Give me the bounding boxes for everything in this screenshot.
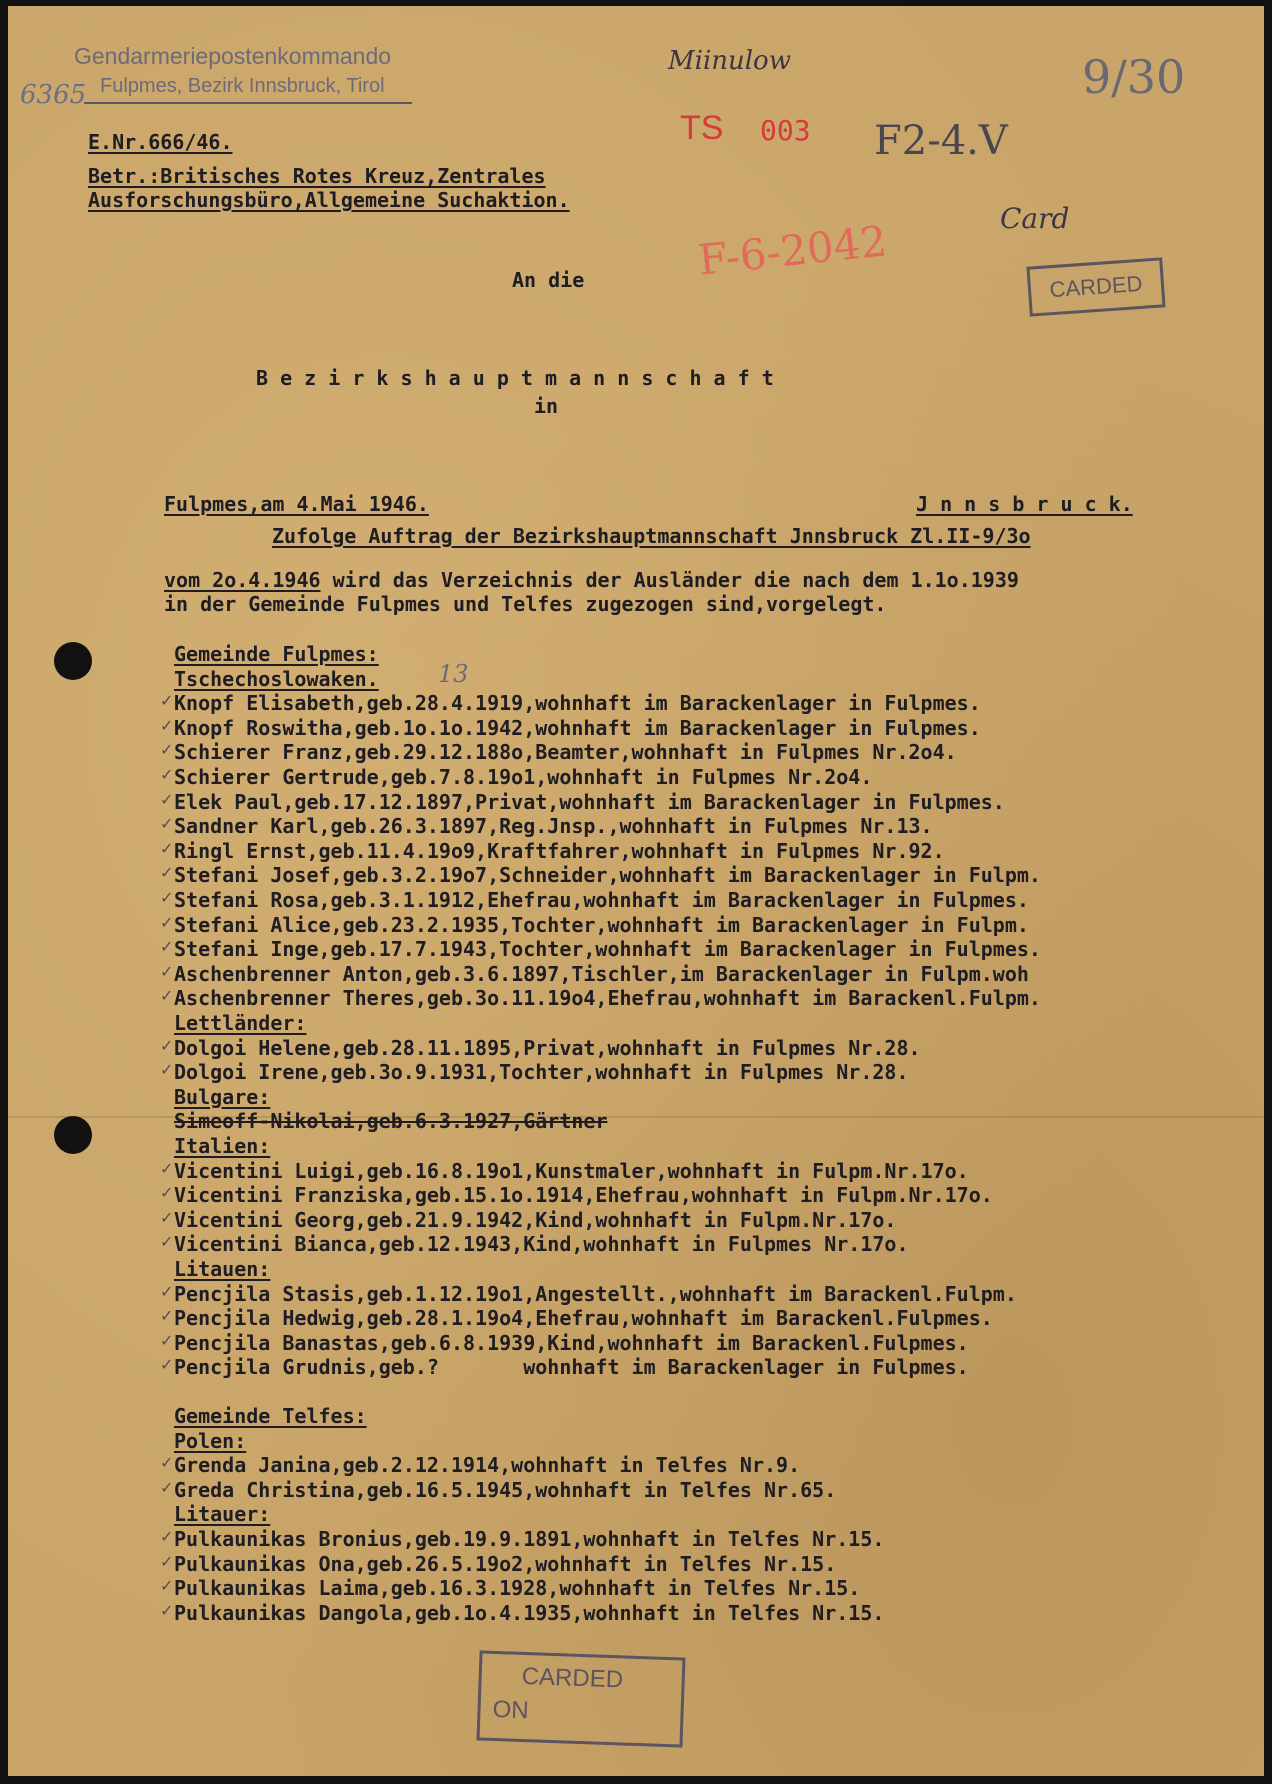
check-mark-icon: ✓ <box>160 1551 174 1571</box>
list-item <box>160 986 1041 1011</box>
list-item <box>160 937 1041 962</box>
list-item <box>160 1477 837 1502</box>
check-mark-icon: ✓ <box>160 1453 174 1473</box>
file-code-handwritten: F2-4.V <box>874 118 1008 164</box>
nationality-heading <box>174 1257 270 1281</box>
list-item-text: Bulgare: <box>174 1084 271 1109</box>
list-item-text: Greda Christina,geb.16.5.1945,wohnhaft in Telfes Nr.65. <box>174 1477 837 1502</box>
list-item <box>160 715 981 740</box>
check-mark-icon: ✓ <box>160 986 174 1006</box>
check-mark-icon: ✓ <box>160 1330 174 1350</box>
page-number-handwritten: 9/30 <box>1082 50 1186 104</box>
check-mark-icon: ✓ <box>160 1527 174 1546</box>
check-mark-icon: ✓ <box>160 961 174 981</box>
list-item <box>160 1576 861 1601</box>
list-item <box>160 1527 885 1551</box>
carded-on-stamp-line2: ON <box>492 1695 530 1725</box>
list-item <box>160 814 933 839</box>
body-line-3: in der Gemeinde Fulpmes und Telfes zugezogen sind,vorgelegt. <box>164 592 887 616</box>
list-item <box>160 1207 897 1232</box>
list-item <box>160 765 873 789</box>
list-item-text: Elek Paul,geb.17.12.1897,Privat,wohnhaft im Barackenlager in Fulpmes. <box>174 789 1005 814</box>
ts-stamp: TS <box>680 109 724 147</box>
check-mark-icon: ✓ <box>160 838 174 858</box>
red-file-code: F-6-2042 <box>695 216 890 285</box>
check-mark-icon: ✓ <box>160 1576 174 1596</box>
list-item-text: Pencjila Banastas,geb.6.8.1939,Kind,wohnhaft im Barackenl.Fulpmes. <box>174 1330 969 1355</box>
check-mark-icon: ✓ <box>160 863 174 883</box>
list-item-text: Vicentini Franziska,geb.15.1o.1914,Ehefrau,wohnhaft in Fulpm.Nr.17o. <box>174 1183 993 1208</box>
municipality-heading <box>174 642 379 666</box>
nationality-heading <box>174 667 379 691</box>
list-item-text: Stefani Alice,geb.23.2.1935,Tochter,wohnhaft im Barackenlager in Fulpm. <box>174 912 1029 937</box>
list-item-text: Pulkaunikas Bronius,geb.19.9.1891,wohnhaft in Telfes Nr.15. <box>174 1527 885 1551</box>
check-mark-icon: ✓ <box>160 789 174 809</box>
subject-line-2: Ausforschungsbüro,Allgemeine Suchaktion. <box>88 188 570 212</box>
body-line-2-rest: wird das Verzeichnis der Ausländer die nach dem 1.1o.1939 <box>320 568 1019 592</box>
list-item-text: Vicentini Bianca,geb.12.1943,Kind,wohnhaft in Fulpmes Nr.17o. <box>174 1232 909 1257</box>
list-item-text: Knopf Roswitha,geb.1o.1o.1942,wohnhaft im Barackenlager in Fulpmes. <box>174 715 981 740</box>
list-item <box>160 1330 969 1355</box>
nationality-heading <box>174 1502 270 1526</box>
nationality-heading <box>174 1085 270 1109</box>
list-item <box>160 1600 885 1625</box>
list-item-text: Gemeinde Telfes: <box>174 1404 367 1428</box>
list-item-text: Knopf Elisabeth,geb.28.4.1919,wohnhaft im Barackenlager in Fulpmes. <box>174 691 981 716</box>
list-item-text: Aschenbrenner Anton,geb.3.6.1897,Tischler,im Barackenlager in Fulpm.woh <box>174 961 1029 986</box>
list-item-text: Simeoff-Nikolai,geb.6.3.1927,Gärtner <box>174 1109 608 1134</box>
check-mark-icon: ✓ <box>160 1207 174 1227</box>
office-stamp-line2: Fulpmes, Bezirk Innsbruck, Tirol <box>100 75 385 97</box>
list-item-text: Gemeinde Fulpmes: <box>174 642 379 666</box>
list-item <box>160 1551 837 1576</box>
check-mark-icon: ✓ <box>160 1060 174 1080</box>
subject-line-1: Betr.:Britisches Rotes Kreuz,Zentrales <box>88 164 546 188</box>
place-date: Fulpmes,am 4.Mai 1946. <box>164 492 429 516</box>
list-item-text: Stefani Josef,geb.3.2.19o7,Schneider,wohnhaft im Barackenlager in Fulpm. <box>174 863 1041 888</box>
list-item <box>160 740 957 765</box>
list-item-text: Italien: <box>174 1134 271 1158</box>
address-city: J n n s b r u c k. <box>916 492 1133 516</box>
struck-entry <box>174 1109 607 1133</box>
list-item <box>160 1035 921 1060</box>
list-item <box>160 838 945 863</box>
list-item <box>160 1306 993 1331</box>
check-mark-icon: ✓ <box>160 912 174 932</box>
nationality-heading <box>174 1011 306 1035</box>
check-mark-icon: ✓ <box>160 1158 174 1178</box>
check-mark-icon: ✓ <box>160 937 174 957</box>
list-item <box>160 789 1005 814</box>
list-item <box>160 863 1041 888</box>
list-item-text: Litauen: <box>174 1257 271 1281</box>
list-item-text: Litauer: <box>174 1502 271 1527</box>
check-mark-icon: ✓ <box>160 1306 174 1326</box>
list-item <box>160 961 1029 986</box>
card-note-handwritten: Card <box>1000 202 1070 235</box>
list-item-text: Ringl Ernst,geb.11.4.19o9,Kraftfahrer,wohnhaft in Fulpmes Nr.92. <box>174 838 945 863</box>
ts-number-stamp: 003 <box>760 114 811 147</box>
list-item-text: Pulkaunikas Laima,geb.16.3.1928,wohnhaft in Telfes Nr.15. <box>174 1576 861 1601</box>
list-item-text: Stefani Inge,geb.17.7.1943,Tochter,wohnhaft im Barackenlager in Fulpmes. <box>174 937 1041 962</box>
check-mark-icon: ✓ <box>160 1232 174 1252</box>
office-stamp-underline <box>84 102 412 104</box>
check-mark-icon: ✓ <box>160 814 174 834</box>
list-item-text: Tschechoslowaken. <box>174 666 379 691</box>
list-item-text: Vicentini Luigi,geb.16.8.19o1,Kunstmaler,wohnhaft in Fulpm.Nr.17o. <box>174 1158 969 1183</box>
check-mark-icon: ✓ <box>160 1355 174 1375</box>
reference-number: E.Nr.666/46. <box>88 130 233 154</box>
check-mark-icon: ✓ <box>160 715 174 735</box>
list-item <box>160 912 1029 937</box>
list-item <box>160 888 1029 912</box>
office-stamp-line1: Gendarmeriepostenkommando <box>74 43 392 69</box>
punch-hole-upper <box>54 642 92 680</box>
address-authority: B e z i r k s h a u p t m a n n s c h a f t <box>256 366 774 390</box>
check-mark-icon: ✓ <box>160 691 174 711</box>
carded-on-stamp-line1: CARDED <box>521 1662 624 1694</box>
nationality-heading <box>174 1134 270 1158</box>
carded-on-stamp <box>476 1650 685 1747</box>
carded-stamp: CARDED <box>1026 257 1165 316</box>
list-item <box>160 1060 909 1085</box>
list-item-text: Lettländer: <box>174 1011 307 1035</box>
list-item-text: Dolgoi Helene,geb.28.11.1895,Privat,wohnhaft in Fulpmes Nr.28. <box>174 1035 921 1060</box>
list-item-text: Polen: <box>174 1428 247 1453</box>
list-item-text: Pulkaunikas Dangola,geb.1o.4.1935,wohnhaft in Telfes Nr.15. <box>174 1600 885 1625</box>
check-mark-icon: ✓ <box>160 765 174 784</box>
check-mark-icon: ✓ <box>160 740 174 760</box>
handwritten-signature: Miinulow <box>668 46 791 76</box>
list-item-text: Sandner Karl,geb.26.3.1897,Reg.Jnsp.,wohnhaft in Fulpmes Nr.13. <box>174 814 933 839</box>
punch-hole-lower <box>54 1116 92 1154</box>
body-line-2 <box>164 568 1019 592</box>
list-item <box>160 1281 1017 1306</box>
body-line-2-date: vom 2o.4.1946 <box>164 568 321 592</box>
list-item <box>160 1158 969 1183</box>
list-item-text: Pulkaunikas Ona,geb.26.5.19o2,wohnhaft in Telfes Nr.15. <box>174 1551 837 1576</box>
list-item-text: Pencjila Grudnis,geb.? wohnhaft im Barackenlager in Fulpmes. <box>174 1355 969 1380</box>
municipality-heading <box>174 1404 367 1428</box>
check-mark-icon: ✓ <box>160 888 174 907</box>
list-item <box>160 1232 909 1257</box>
check-mark-icon: ✓ <box>160 1183 174 1203</box>
list-item-text: Vicentini Georg,geb.21.9.1942,Kind,wohnhaft in Fulpm.Nr.17o. <box>174 1207 897 1232</box>
list-item-text: Aschenbrenner Theres,geb.3o.11.19o4,Ehefrau,wohnhaft im Barackenl.Fulpm. <box>174 986 1041 1011</box>
list-item-text: Grenda Janina,geb.2.12.1914,wohnhaft in Telfes Nr.9. <box>174 1453 801 1478</box>
nationality-heading <box>174 1429 246 1453</box>
list-item-text: Dolgoi Irene,geb.3o.9.1931,Tochter,wohnhaft in Fulpmes Nr.28. <box>174 1060 909 1085</box>
list-item <box>160 691 981 716</box>
check-mark-icon: ✓ <box>160 1281 174 1301</box>
body-line-1: Zufolge Auftrag der Bezirkshauptmannschaft Jnnsbruck Zl.II-9/3o <box>272 524 1031 548</box>
address-to: An die <box>512 268 585 292</box>
document-page <box>8 6 1264 1776</box>
list-item <box>160 1355 969 1380</box>
list-item <box>160 1453 801 1478</box>
list-item-text: Pencjila Hedwig,geb.28.1.19o4,Ehefrau,wohnhaft im Barackenl.Fulpmes. <box>174 1306 993 1331</box>
address-in: in <box>534 394 559 418</box>
list-item <box>160 1183 993 1208</box>
list-item-text: Schierer Franz,geb.29.12.188o,Beamter,wohnhaft in Fulpmes Nr.2o4. <box>174 740 957 765</box>
check-mark-icon: ✓ <box>160 1477 174 1497</box>
check-mark-icon: ✓ <box>160 1035 174 1055</box>
check-mark-icon: ✓ <box>160 1600 174 1620</box>
margin-number: 6365 <box>20 80 87 110</box>
list-item-text: Schierer Gertrude,geb.7.8.19o1,wohnhaft in Fulpmes Nr.2o4. <box>174 765 873 789</box>
list-item-text: Stefani Rosa,geb.3.1.1912,Ehefrau,wohnhaft im Barackenlager in Fulpmes. <box>174 888 1029 912</box>
margin-note-13: 13 <box>438 660 469 688</box>
list-item-text: Pencjila Stasis,geb.1.12.19o1,Angestellt.,wohnhaft im Barackenl.Fulpm. <box>174 1281 1017 1306</box>
